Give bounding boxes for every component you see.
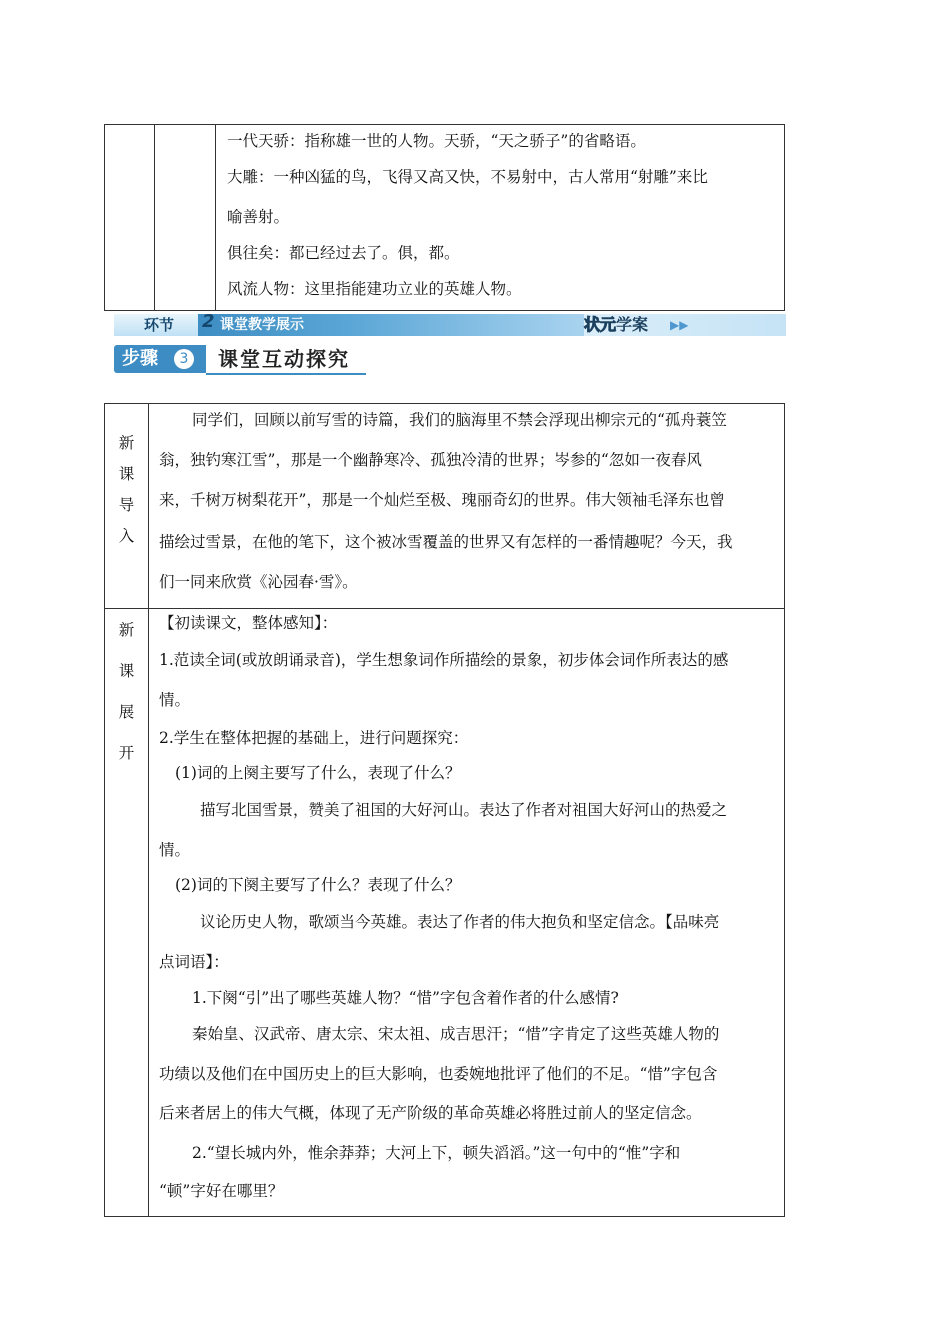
lesson-line: 【初读课文，整体感知】： bbox=[159, 614, 338, 632]
lesson-line: 秦始皇、汉武帝、唐太宗、宋太祖、成吉思汗；“惜”字肯定了这些英雄人物的 bbox=[192, 1025, 720, 1043]
brand-part2: 学案 bbox=[616, 315, 649, 334]
step-number: 3 bbox=[174, 349, 194, 369]
lesson-line: 2.“望长城内外，惟余莽莽；大河上下，顿失滔滔。”这一句中的“惟”字和 bbox=[192, 1144, 681, 1162]
table-divider bbox=[154, 125, 155, 310]
step-label: 步骤 bbox=[122, 348, 158, 369]
section-title: 课堂教学展示 bbox=[220, 317, 304, 333]
lesson-line: 1.范读全词(或放朗诵录音)，学生想象词作所描绘的景象，初步体会词作所表达的感 bbox=[159, 651, 729, 669]
intro-line: 翁，独钓寒江雪”，那是一个幽静寒冷、孤独冷清的世界；岑参的“忽如一夜春风 bbox=[159, 451, 702, 469]
step-header bbox=[114, 345, 366, 375]
row-label-develop: 新 课 展 开 bbox=[118, 621, 135, 762]
vocab-line: 风流人物：这里指能建功立业的英雄人物。 bbox=[227, 280, 522, 298]
step-title: 课堂互动探究 bbox=[218, 347, 350, 371]
table-divider bbox=[148, 404, 149, 1216]
double-arrow-icon: ▶▶ bbox=[670, 318, 689, 332]
step-underline bbox=[206, 373, 366, 375]
table-divider bbox=[215, 125, 216, 310]
vocab-line: 大雕：一种凶猛的鸟，飞得又高又快，不易射中，古人常用“射雕”来比 bbox=[227, 168, 708, 186]
row-label-intro: 新 课 导 入 bbox=[118, 434, 135, 545]
section-banner bbox=[114, 311, 786, 336]
lesson-line: 议论历史人物，歌颂当今英雄。表达了作者的伟大抱负和坚定信念。【品味亮 bbox=[200, 913, 720, 931]
vocab-line: 一代天骄：指称雄一世的人物。天骄，“天之骄子”的省略语。 bbox=[227, 132, 646, 150]
section-number: 2 bbox=[202, 311, 215, 332]
lesson-line: 1.下阕“引”出了哪些英雄人物？“惜”字包含着作者的什么感情? bbox=[192, 989, 619, 1007]
lesson-line: 情。 bbox=[159, 691, 191, 709]
vocabulary-table bbox=[104, 124, 785, 311]
intro-line: 描绘过雪景，在他的笔下，这个被冰雪覆盖的世界又有怎样的一番情趣呢？今天，我 bbox=[159, 533, 733, 551]
vocab-line: 俱往矣：都已经过去了。俱，都。 bbox=[227, 244, 460, 262]
lesson-line: 情。 bbox=[159, 841, 191, 859]
vocab-line: 喻善射。 bbox=[227, 208, 290, 226]
intro-line: 来，千树万树梨花开”，那是一个灿烂至极、瑰丽奇幻的世界。伟大领袖毛泽东也曾 bbox=[159, 491, 725, 509]
lesson-line: “顿”字好在哪里？ bbox=[159, 1182, 284, 1200]
lesson-line: 功绩以及他们在中国历史上的巨大影响，也委婉地批评了他们的不足。“惜”字包含 bbox=[159, 1065, 718, 1083]
lesson-line: 描写北国雪景，赞美了祖国的大好河山。表达了作者对祖国大好河山的热爱之 bbox=[200, 801, 728, 819]
intro-line: 们一同来欣赏《沁园春·雪》。 bbox=[159, 573, 358, 591]
section-label: 环节 bbox=[114, 314, 198, 336]
brand-logo bbox=[584, 314, 786, 336]
brand-part1: 状元 bbox=[584, 315, 617, 334]
lesson-line: (2)词的下阕主要写了什么？表现了什么？ bbox=[175, 876, 461, 894]
lesson-line: (1)词的上阕主要写了什么，表现了什么？ bbox=[175, 764, 461, 782]
lesson-line: 2.学生在整体把握的基础上，进行问题探究： bbox=[159, 729, 469, 747]
table-divider bbox=[105, 608, 784, 609]
lesson-line: 点词语】： bbox=[159, 953, 229, 971]
intro-line: 同学们，回顾以前写雪的诗篇，我们的脑海里不禁会浮现出柳宗元的“孤舟蓑笠 bbox=[192, 411, 727, 429]
lesson-table bbox=[104, 403, 785, 1217]
lesson-line: 后来者居上的伟大气概，体现了无产阶级的革命英雄必将胜过前人的坚定信念。 bbox=[159, 1104, 702, 1122]
